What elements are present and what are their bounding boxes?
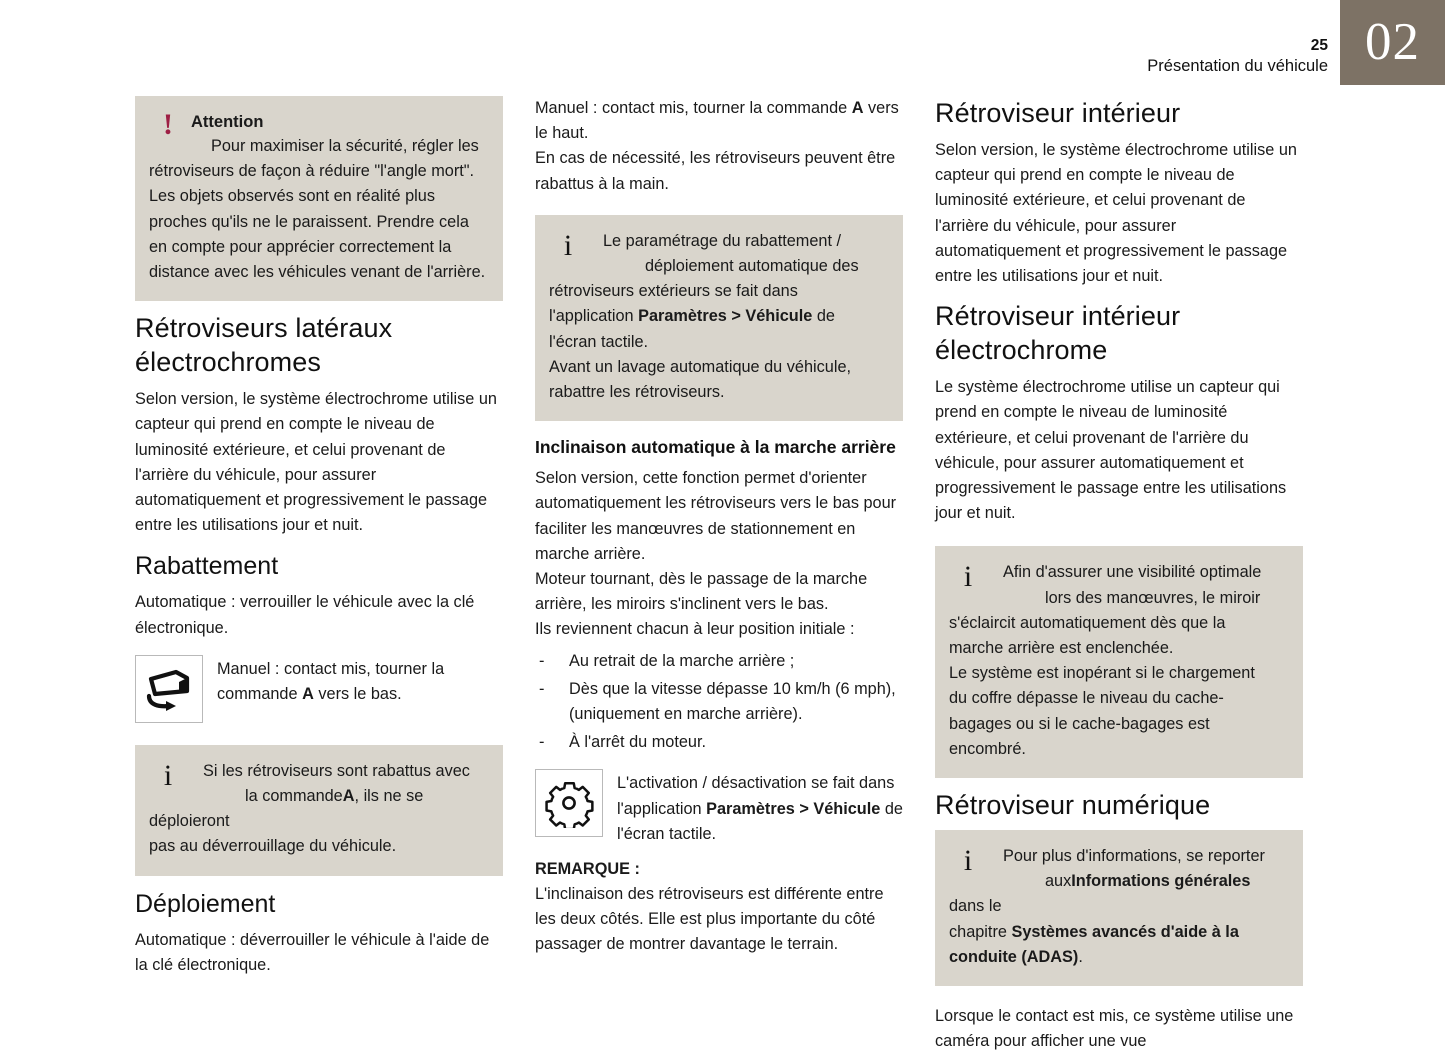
info-callout-adas-text (949, 844, 1287, 970)
visibilite-line-3: s'éclaircit automatiquement dès que la (949, 613, 1226, 632)
column-1 (135, 96, 503, 978)
visibilite-line-2: lors des manœuvres, le miroir (1045, 588, 1261, 607)
heading-retroviseur-interieur-electrochrome: Rétroviseur intérieur électrochrome (935, 301, 1181, 366)
section-name: Présentation du véhicule (1147, 57, 1328, 76)
adas-line-3-after: . (1078, 947, 1083, 966)
adas-line-3-before: chapitre (949, 922, 1012, 941)
visibilite-line-4: marche arrière est enclenchée. (949, 639, 1174, 658)
info-line-3: pas au déverrouillage du véhicule. (149, 837, 397, 856)
mirror-fold-text-before: Manuel : contact mis, tourner la commande (217, 659, 445, 704)
list-item (535, 730, 903, 755)
info-icon: i (163, 758, 173, 792)
paragraph-interieur-electrochrome: Le système électrochrome utilise un capteur qui prend en compte le niveau de luminosité extérieure, et celui provenant de l'arrière du véhicule, pour assurer automatiquement et progressivement le passage entre les utilisations jour et nuit. (935, 378, 1287, 523)
heading-retroviseur-numerique: Rétroviseur numérique (935, 790, 1211, 821)
list-item (535, 677, 903, 727)
dash-bullet: - (539, 679, 545, 698)
paragraph-deploiement-auto: Automatique : déverrouiller le véhicule à l'aide de la clé électronique. (135, 930, 490, 974)
gear-text-after: de l'écran tactile. (617, 799, 903, 843)
paragraph-rabattement-auto: Automatique : verrouiller le véhicule avec la clé électronique. (135, 593, 475, 637)
parametrage-line-1: Le paramétrage du rabattement / (603, 231, 842, 250)
manuel-haut-after: vers le haut. (535, 99, 899, 143)
list-item (535, 649, 903, 674)
info-icon: i (963, 560, 973, 594)
adas-line-2-after: dans le (949, 897, 1002, 916)
remark-label: REMARQUE : (535, 860, 640, 879)
adas-chapter-label: Systèmes avancés d'aide à la conduite (ADAS) (949, 922, 1239, 966)
column-3 (935, 96, 1303, 1054)
adas-ref-label: Informations générales (1071, 872, 1251, 891)
paragraph-interieur-1: Selon version, le système électrochrome utilise un capteur qui prend en compte le niveau de luminosité extérieure, et celui provenant de l'arrière du véhicule, pour assurer automatiquement et progressivement le passage entre les utilisations jour et nuit. (935, 141, 1297, 286)
parametrage-line-5: l'écran tactile. (549, 332, 649, 351)
remark-text: L'inclinaison des rétroviseurs est différente entre les deux côtés. Elle est plus importante du côté passager de montrer davantage le terrain. (535, 885, 884, 954)
parametrage-line-7: rabattre les rétroviseurs. (549, 383, 725, 402)
list-item-label: Au retrait de la marche arrière ; (569, 651, 795, 670)
exclamation-icon: ! (163, 108, 173, 141)
parametrage-line-4-before: l'application (549, 307, 639, 326)
paragraph-rabattus-main: En cas de nécessité, les rétroviseurs peuvent être rabattus à la main. (535, 149, 896, 193)
heading-inclinaison-auto: Inclinaison automatique à la marche arrière (535, 437, 896, 458)
list-item-label: Dès que la vitesse dépasse 10 km/h (6 mph), (uniquement en marche arrière). (569, 679, 896, 724)
parametrage-line-4-after: de (812, 307, 835, 326)
parametrage-line-6: Avant un lavage automatique du véhicule, (549, 357, 852, 376)
visibilite-line-5: Le système est inopérant si le chargement (949, 664, 1255, 683)
chapter-badge (1340, 0, 1445, 85)
attention-first-line: Pour maximiser la sécurité, régler les (211, 137, 479, 155)
list-item-label: À l'arrêt du moteur. (569, 733, 707, 752)
adas-line-2-before: aux (1045, 872, 1072, 891)
attention-rest: rétroviseurs de façon à réduire "l'angle mort". Les objets observés sont en réalité plus proches qu'ils ne le paraissent. Prendre cela en compte pour apprécier correctement la distance avec les véhicules venant de l'arrière. (149, 162, 486, 282)
mirror-fold-text-after: vers le bas. (313, 685, 402, 704)
manuel-haut-control-label: A (851, 99, 864, 117)
paragraph-inclinaison-1: Selon version, cette fonction permet d'orienter automatiquement les rétroviseurs vers le bas pour faciliter les manœuvres de stationnement en marche arrière. (535, 469, 897, 563)
inclinaison-conditions-list (535, 649, 903, 756)
adas-line-1: Pour plus d'informations, se reporter (1003, 847, 1265, 866)
column-2 (535, 96, 903, 958)
attention-callout (135, 96, 503, 301)
paragraph-inclinaison-2: Moteur tournant, dès le passage de la marche arrière, les miroirs s'inclinent vers le bas. (535, 570, 868, 614)
visibilite-line-6: du coffre dépasse le niveau du cache- (949, 689, 1224, 708)
heading-rabattement: Rabattement (135, 552, 279, 581)
attention-title: Attention (191, 113, 264, 131)
parametrage-line-3: rétroviseurs extérieurs se fait dans (549, 282, 798, 301)
paragraph-manuel-haut (535, 96, 903, 146)
parametrage-path-label: Paramètres > Véhicule (638, 307, 813, 326)
info-icon: i (963, 844, 973, 878)
info-callout-visibilite (935, 546, 1303, 778)
chapter-number: 02 (1365, 13, 1420, 71)
paragraph-inclinaison-3: Ils reviennent chacun à leur position initiale : (535, 620, 855, 639)
info-callout-rabattement (135, 745, 503, 876)
mirror-fold-row (135, 655, 503, 723)
gear-path-label: Paramètres > Véhicule (706, 799, 881, 818)
manuel-haut-before: Manuel : contact mis, tourner la commande (535, 99, 852, 117)
dash-bullet: - (539, 733, 545, 752)
visibilite-line-8: encombré. (949, 739, 1026, 758)
info-callout-parametrage (535, 215, 903, 421)
mirror-fold-control-label: A (302, 685, 314, 704)
gear-icon-box (535, 769, 603, 837)
gear-text-before: L'activation / désactivation se fait dans l'application (617, 774, 895, 818)
heading-retroviseurs-lateraux: Rétroviseurs latéraux électrochromes (135, 313, 393, 378)
info-icon: i (563, 228, 573, 262)
attention-body (149, 134, 487, 285)
header-text-block (1147, 36, 1328, 78)
info-line-1: Si les rétroviseurs sont rabattus avec (203, 761, 470, 780)
mirror-fold-text (217, 655, 503, 707)
page-number: 25 (1310, 37, 1328, 54)
info-line-2-after: , ils ne se déploieront (149, 787, 424, 831)
heading-retroviseur-interieur: Rétroviseur intérieur (935, 98, 1181, 128)
mirror-fold-down-icon (143, 665, 195, 713)
gear-icon (544, 778, 594, 828)
gear-settings-text (617, 769, 903, 847)
info-line-2-before: la commande (245, 787, 343, 806)
info-callout-parametrage-text (549, 229, 887, 405)
heading-deploiement: Déploiement (135, 889, 276, 918)
info-callout-adas (935, 830, 1303, 986)
visibilite-line-7: bagages ou si le cache-bagages est (949, 714, 1210, 733)
parametrage-line-2: déploiement automatique des (645, 257, 859, 276)
info-control-label: A (342, 787, 355, 806)
paragraph-numerique-intro: Lorsque le contact est mis, ce système utilise une caméra pour afficher une vue (935, 1007, 1294, 1051)
dash-bullet: - (539, 651, 545, 670)
paragraph-electrochrome-lateral: Selon version, le système électrochrome utilise un capteur qui prend en compte le niveau de luminosité extérieure, et celui provenant de l'arrière du véhicule, pour assurer automatiquement et progressivement le passage entre les utilisations jour et nuit. (135, 390, 497, 535)
gear-settings-row (535, 769, 903, 847)
visibilite-line-1: Afin d'assurer une visibilité optimale (1003, 563, 1262, 582)
info-callout-visibilite-text (949, 560, 1287, 762)
info-callout-rabattement-text (149, 759, 487, 860)
page-header (0, 0, 1445, 92)
mirror-fold-icon-box (135, 655, 203, 723)
